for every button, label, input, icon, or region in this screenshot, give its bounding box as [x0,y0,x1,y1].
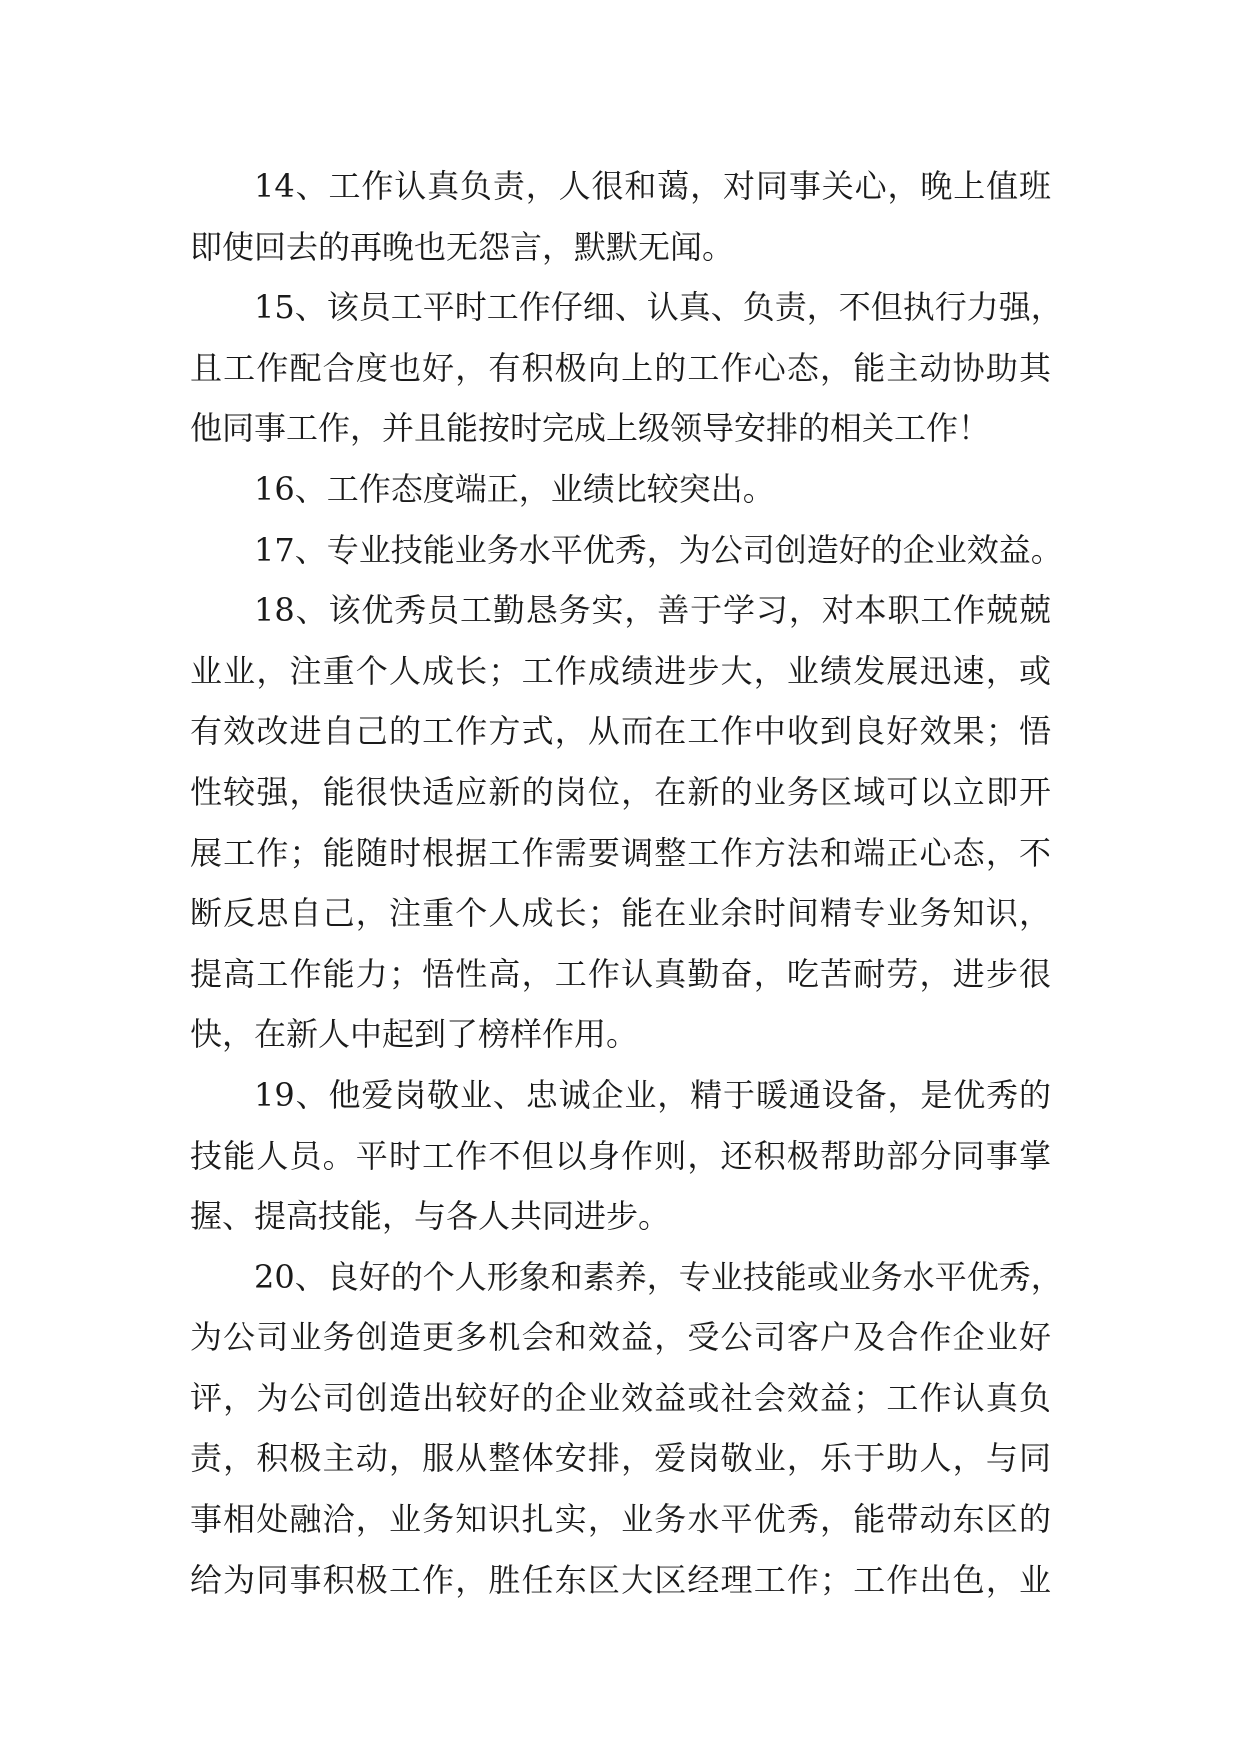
text-line: 握、提高技能，与各人共同进步。 [190,1197,671,1236]
text-line: 15、该员工平时工作仔细、认真、负责，不但执行力强， [254,288,1063,327]
paragraph-20 [190,1247,1063,1611]
paragraph-17 [190,520,1063,581]
text-line: 20、良好的个人形象和素养，专业技能或业务水平优秀， [254,1257,1063,1296]
body-text [190,156,1063,1610]
text-line: 展工作；能随时根据工作需要调整工作方法和端正心态，不 [190,833,1051,872]
text-line: 评，为公司创造出较好的企业效益或社会效益；工作认真负 [190,1378,1051,1417]
text-line: 给为同事积极工作，胜任东区大区经理工作；工作出色，业 [190,1560,1051,1599]
text-line: 即使回去的再晚也无怨言，默默无闻。 [190,227,735,266]
paragraph-18 [190,580,1051,1065]
text-line: 责，积极主动，服从整体安排，爱岗敬业，乐于助人，与同 [190,1439,1051,1478]
paragraph-15 [190,277,1063,459]
paragraph-16 [190,459,1051,520]
text-line: 技能人员。平时工作不但以身作则，还积极帮助部分同事掌 [190,1136,1051,1175]
text-line: 17、专业技能业务水平优秀，为公司创造好的企业效益。 [254,530,1063,569]
text-line: 业业，注重个人成长；工作成绩进步大，业绩发展迅速，或 [190,651,1051,690]
paragraph-19 [190,1065,1051,1247]
text-line: 事相处融洽，业务知识扎实，业务水平优秀，能带动东区的 [190,1500,1051,1539]
text-line: 提高工作能力；悟性高，工作认真勤奋，吃苦耐劳，进步很 [190,954,1051,993]
text-line: 性较强，能很快适应新的岗位，在新的业务区域可以立即开 [190,772,1051,811]
text-line: 他同事工作，并且能按时完成上级领导安排的相关工作！ [190,409,991,448]
text-line: 为公司业务创造更多机会和效益，受公司客户及合作企业好 [190,1318,1051,1357]
text-line: 断反思自己，注重个人成长；能在业余时间精专业务知识， [190,894,1051,933]
paragraph-14 [190,156,1051,277]
text-line: 快，在新人中起到了榜样作用。 [190,1015,639,1054]
text-line: 14、工作认真负责，人很和蔼，对同事关心，晚上值班 [254,167,1051,205]
text-line: 16、工作态度端正，业绩比较突出。 [254,469,775,508]
text-line: 且工作配合度也好，有积极向上的工作心态，能主动协助其 [190,348,1051,387]
text-line: 18、该优秀员工勤恳务实，善于学习，对本职工作兢兢 [254,591,1051,630]
text-line: 有效改进自己的工作方式，从而在工作中收到良好效果；悟 [190,712,1051,751]
text-line: 19、他爱岗敬业、忠诚企业，精于暖通设备，是优秀的 [254,1075,1051,1114]
